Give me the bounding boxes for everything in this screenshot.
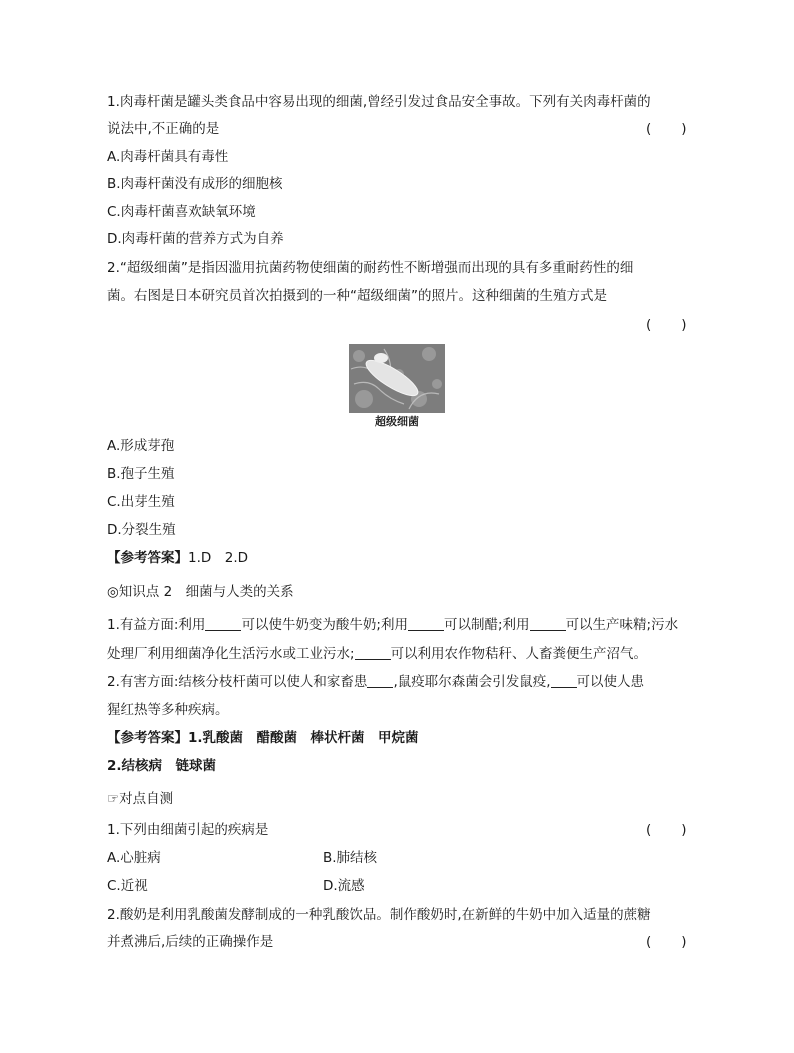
fill-line-3 [107,672,644,692]
knowledge-point-2-heading: ◎知识点 2 细菌与人类的关系 [107,584,294,600]
fill-line-4: 猩红热等多种疾病。 [107,702,229,718]
bacteria-micrograph-icon [349,344,445,413]
blank-1[interactable] [205,616,241,631]
t1-option-d: D.流感 [323,878,365,894]
t1-stem: 1.下列由细菌引起的疾病是 [107,822,269,838]
reference-answer-2-line2: 2.结核病 链球菌 [107,758,217,774]
fill-text: 可以利用农作物秸秆、人畜粪便生产沼气。 [390,646,648,662]
q2-option-a: A.形成芽孢 [107,438,175,454]
fill-text: ,鼠疫耶尔森菌会引发鼠疫, [393,674,551,690]
fill-line-2 [107,644,647,664]
t1-option-b: B.肺结核 [323,850,378,866]
q1-option-d: D.肉毒杆菌的营养方式为自养 [107,231,284,247]
q2-option-c: C.出芽生殖 [107,494,175,510]
blank-3[interactable] [530,616,566,631]
fill-text: 1.有益方面:利用 [107,617,206,633]
q1-option-b: B.肉毒杆菌没有成形的细胞核 [107,176,283,192]
t2-answer-paren: ( ) [646,934,688,950]
fill-text: 2.有害方面:结核分枝杆菌可以使人和家畜患 [107,674,368,690]
fill-text: 可以制醋;利用 [444,617,530,633]
answer-text: 1.D 2.D [188,550,249,566]
q1-stem-line2: 说法中,不正确的是 [107,121,220,137]
blank-4[interactable] [355,645,391,660]
self-test-heading: ☞对点自测 [107,791,174,807]
fill-text: 可以生产味精;污水 [565,617,679,633]
photo-caption: 超级细菌 [375,415,419,428]
reference-answer-1 [107,548,248,568]
t1-option-c: C.近视 [107,878,148,894]
q2-stem-line1: 2.“超级细菌”是指因滥用抗菌药物使细菌的耐药性不断增强而出现的具有多重耐药性的细 [107,260,634,276]
q2-option-b: B.孢子生殖 [107,466,175,482]
super-bacteria-photo [349,344,445,413]
q1-answer-paren: ( ) [646,121,688,137]
fill-line-1 [107,615,678,635]
q2-option-d: D.分裂生殖 [107,522,176,538]
t1-option-a: A.心脏病 [107,850,161,866]
t2-stem-line2: 并煮沸后,后续的正确操作是 [107,934,274,950]
blank-6[interactable] [551,673,577,688]
t2-stem-line1: 2.酸奶是利用乳酸菌发酵制成的一种乳酸饮品。制作酸奶时,在新鲜的牛奶中加入适量的蔗糖 [107,907,651,923]
q1-stem-line1: 1.肉毒杆菌是罐头类食品中容易出现的细菌,曾经引发过食品安全事故。下列有关肉毒杆菌的 [107,94,651,110]
q2-stem-line2: 菌。右图是日本研究员首次拍摄到的一种“超级细菌”的照片。这种细菌的生殖方式是 [107,288,607,304]
blank-2[interactable] [408,616,444,631]
answer-text: 1.乳酸菌 醋酸菌 棒状杆菌 甲烷菌 [188,730,419,746]
fill-text: 可以使人患 [576,674,645,690]
answer-label: 【参考答案】 [107,550,188,566]
fill-text: 可以使牛奶变为酸牛奶;利用 [241,617,408,633]
reference-answer-2 [107,728,419,748]
q2-answer-paren: ( ) [646,317,688,333]
answer-label: 【参考答案】 [107,730,188,746]
q1-option-c: C.肉毒杆菌喜欢缺氧环境 [107,204,256,220]
t1-answer-paren: ( ) [646,822,688,838]
fill-text: 处理厂利用细菌净化生活污水或工业污水; [107,646,355,662]
q1-option-a: A.肉毒杆菌具有毒性 [107,149,229,165]
blank-5[interactable] [367,673,393,688]
